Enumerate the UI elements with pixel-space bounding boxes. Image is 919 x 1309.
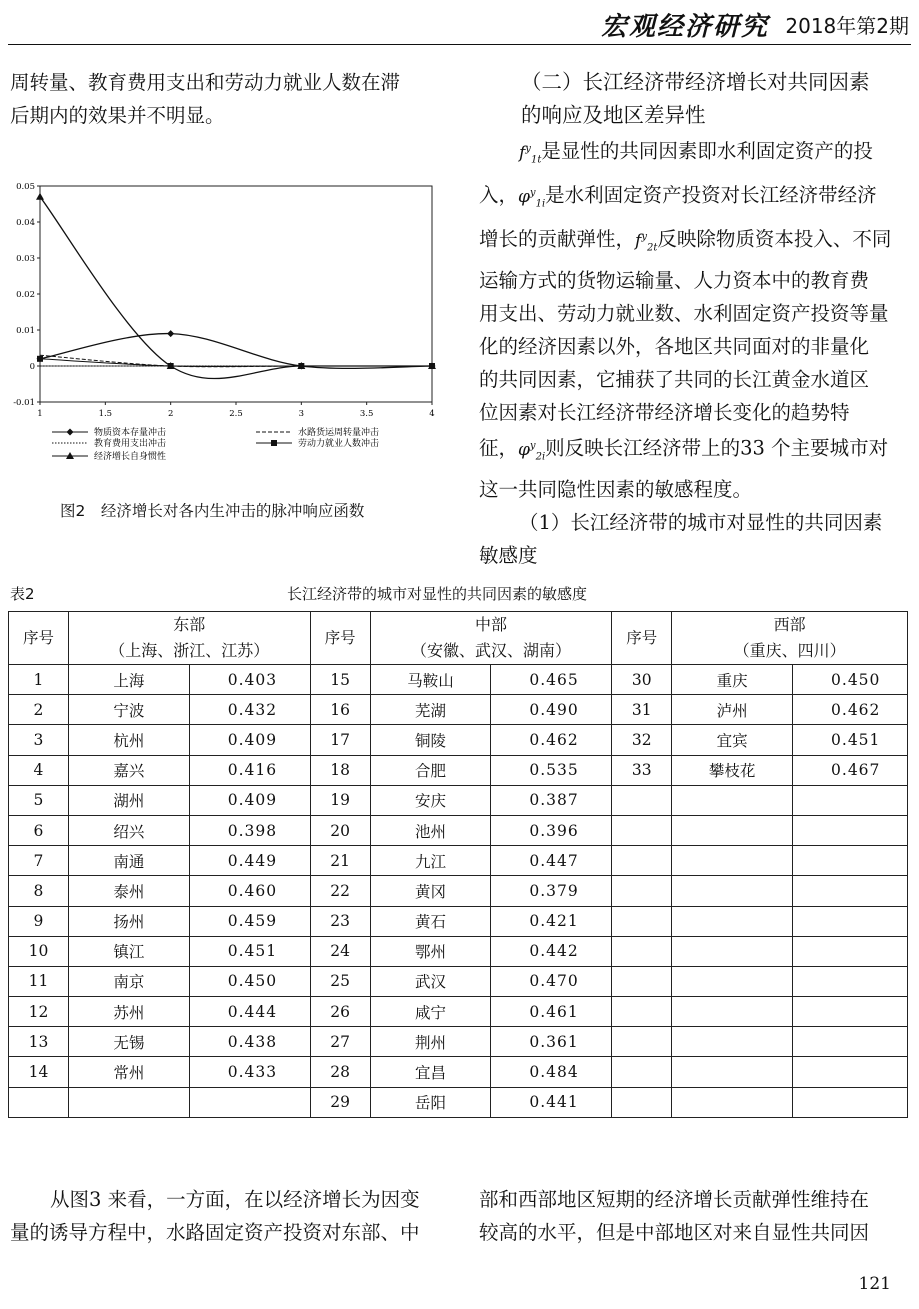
triangle-marker [36,193,44,200]
value-cell [793,966,908,996]
seq-cell: 11 [9,966,69,996]
city-cell: 扬州 [68,906,189,936]
value-cell: 0.398 [189,815,310,845]
header-mid [370,612,612,665]
y-tick-label: -0.01 [13,398,35,408]
city-cell: 宜昌 [370,1057,491,1087]
seq-cell: 33 [612,755,672,785]
math-symbol: $\varphi^y_{1i}$ [518,186,546,210]
math-symbol: $\varphi^y_{2i}$ [518,439,546,463]
seq-cell: 9 [9,906,69,936]
city-cell: 宁波 [68,695,189,725]
city-cell [672,785,793,815]
seq-cell: 15 [310,665,370,695]
text-line: 的共同因素，它捕获了共同的长江黄金水道区 [479,368,870,392]
text-line: 入，$\varphi^y_{1i}$是水利固定资产投资对长江经济带经济 [479,183,877,210]
city-cell: 咸宁 [370,997,491,1027]
subsection-title: （1）长江经济带的城市对显性的共同因素 [519,511,883,535]
value-cell: 0.396 [491,815,612,845]
bottom-right-paragraph [479,1183,909,1249]
value-cell [793,846,908,876]
table-number: 表2 [10,585,35,603]
city-cell [672,815,793,845]
value-cell: 0.467 [793,755,908,785]
seq-cell: 32 [612,725,672,755]
sensitivity-table [8,611,908,1118]
value-cell [793,936,908,966]
value-cell: 0.441 [491,1087,612,1117]
table-row [9,1057,908,1087]
value-cell: 0.387 [491,785,612,815]
seq-cell [612,906,672,936]
value-cell [793,815,908,845]
text-line: 量的诱导方程中，水路固定资产投资对东部、中 [10,1221,420,1244]
city-cell [672,846,793,876]
value-cell: 0.361 [491,1027,612,1057]
value-cell [793,1087,908,1117]
seq-cell: 6 [9,815,69,845]
math-symbol: $f^y_{2t}$ [635,230,658,254]
city-cell [672,876,793,906]
figure-caption: 图2 经济增长对各内生冲击的脉冲响应函数 [60,502,365,520]
seq-cell: 2 [9,695,69,725]
seq-cell [612,815,672,845]
value-cell: 0.490 [491,695,612,725]
value-cell: 0.403 [189,665,310,695]
y-tick-label: 0.02 [16,290,35,300]
header-rule [8,44,911,45]
text-line: 增长的贡献弹性，$f^y_{2t}$反映除物质资本投入、不同 [479,227,892,254]
legend-label: 物质资本存量冲击 [94,428,167,438]
city-cell: 嘉兴 [68,755,189,785]
value-cell: 0.438 [189,1027,310,1057]
x-tick-label: 2.5 [229,409,243,419]
seq-cell: 20 [310,815,370,845]
seq-cell [612,936,672,966]
value-cell: 0.447 [491,846,612,876]
text-line: 这一共同隐性因素的敏感程度。 [479,478,753,502]
table-row [9,936,908,966]
table-row [9,755,908,785]
city-cell: 南通 [68,846,189,876]
seq-cell: 1 [9,665,69,695]
city-cell: 绍兴 [68,815,189,845]
left-intro-paragraph [10,66,442,132]
seq-cell [612,785,672,815]
x-tick-label: 3.5 [359,409,374,419]
legend-label: 劳动力就业人数冲击 [298,439,380,449]
value-cell: 0.451 [189,936,310,966]
seq-cell [612,997,672,1027]
value-cell [793,1027,908,1057]
square-marker [271,440,277,446]
value-cell: 0.450 [189,966,310,996]
legend-label: 教育费用支出冲击 [94,439,167,449]
text-line: 从图3 来看，一方面，在以经济增长为因变 [50,1188,420,1211]
header-seq: 序号 [612,612,672,665]
y-tick-label: 0 [29,362,35,372]
seq-cell: 8 [9,876,69,906]
section-title-line: 的响应及地区差异性 [521,103,706,127]
seq-cell [612,846,672,876]
value-cell: 0.442 [491,936,612,966]
city-cell: 九江 [370,846,491,876]
city-cell [672,1057,793,1087]
seq-cell: 12 [9,997,69,1027]
table-row [9,785,908,815]
value-cell [793,997,908,1027]
seq-cell: 17 [310,725,370,755]
value-cell: 0.433 [189,1057,310,1087]
header-seq: 序号 [310,612,370,665]
x-tick-label: 3 [298,409,305,419]
city-cell: 苏州 [68,997,189,1027]
city-cell [672,1027,793,1057]
legend-label: 经济增长自身惯性 [94,452,167,462]
bottom-left-paragraph [10,1183,440,1249]
value-cell: 0.379 [491,876,612,906]
value-cell: 0.409 [189,725,310,755]
city-cell: 马鞍山 [370,665,491,695]
text-line: 征，$\varphi^y_{2i}$则反映长江经济带上的33 个主要城市对 [479,436,889,463]
header-region: 中部 [474,615,507,634]
seq-cell: 31 [612,695,672,725]
y-tick-label: 0.04 [16,218,35,228]
value-cell: 0.535 [491,755,612,785]
table-row [9,725,908,755]
city-cell: 黄冈 [370,876,491,906]
city-cell: 泰州 [68,876,189,906]
seq-cell: 26 [310,997,370,1027]
seq-cell: 5 [9,785,69,815]
table-row [9,665,908,695]
value-cell: 0.421 [491,906,612,936]
city-cell: 常州 [68,1057,189,1087]
city-cell: 合肥 [370,755,491,785]
value-cell: 0.484 [491,1057,612,1087]
seq-cell: 21 [310,846,370,876]
header-region: 东部 [173,615,206,634]
city-cell: 芜湖 [370,695,491,725]
value-cell: 0.459 [189,906,310,936]
city-cell: 重庆 [672,665,793,695]
value-cell: 0.462 [491,725,612,755]
y-tick-label: 0.05 [16,182,35,192]
city-cell: 黄石 [370,906,491,936]
city-cell: 湖州 [68,785,189,815]
city-cell: 攀枝花 [672,755,793,785]
text-line: 用支出、劳动力就业数、水利固定资产投资等量 [479,302,889,326]
text-line: 较高的水平，但是中部地区对来自显性共同因 [479,1221,870,1244]
city-cell [672,936,793,966]
city-cell [672,906,793,936]
city-cell [672,997,793,1027]
seq-cell [612,966,672,996]
seq-cell: 4 [9,755,69,785]
x-tick-label: 4 [429,409,435,419]
city-cell: 荆州 [370,1027,491,1057]
value-cell [793,785,908,815]
seq-cell [9,1087,69,1117]
text-line: 位因素对长江经济带经济增长变化的趋势特 [479,401,850,425]
seq-cell: 22 [310,876,370,906]
city-cell: 安庆 [370,785,491,815]
value-cell: 0.409 [189,785,310,815]
table-row [9,846,908,876]
diamond-marker [67,429,74,436]
value-cell: 0.432 [189,695,310,725]
series-line [40,355,432,367]
table-row [9,997,908,1027]
y-tick-label: 0.01 [16,326,35,336]
table-row [9,876,908,906]
seq-cell: 10 [9,936,69,966]
city-cell: 池州 [370,815,491,845]
value-cell: 0.449 [189,846,310,876]
series-line [40,334,432,369]
text-line: 部和西部地区短期的经济增长贡献弹性维持在 [479,1188,870,1211]
seq-cell: 3 [9,725,69,755]
city-cell: 无锡 [68,1027,189,1057]
table-title: 长江经济带的城市对显性的共同因素的敏感度 [287,585,588,603]
table-row [9,815,908,845]
series-line [40,197,432,379]
value-cell: 0.444 [189,997,310,1027]
seq-cell: 14 [9,1057,69,1087]
header-seq: 序号 [9,612,69,665]
value-cell [189,1087,310,1117]
square-marker [37,356,43,362]
city-cell: 上海 [68,665,189,695]
text-line: 周转量、教育费用支出和劳动力就业人数在滞 [10,71,401,94]
table-row [9,1087,908,1117]
value-cell [793,1057,908,1087]
diamond-marker [167,330,174,337]
text-line: $f^y_{1t}$是显性的共同因素即水利固定资产的投 [519,139,873,166]
city-cell: 杭州 [68,725,189,755]
value-cell: 0.460 [189,876,310,906]
header-region-sub: （安徽、武汉、湖南） [410,641,571,660]
city-cell: 泸州 [672,695,793,725]
city-cell: 南京 [68,966,189,996]
section-title-line: （二）长江经济带经济增长对共同因素 [521,70,870,94]
x-tick-label: 2 [167,409,174,419]
value-cell: 0.461 [491,997,612,1027]
table-row [9,1027,908,1057]
city-cell: 镇江 [68,936,189,966]
x-tick-label: 1.5 [98,409,113,419]
value-cell: 0.451 [793,725,908,755]
seq-cell: 18 [310,755,370,785]
seq-cell [612,1027,672,1057]
right-column-text [479,66,909,572]
legend-label: 水路货运周转量冲击 [298,428,380,438]
seq-cell: 25 [310,966,370,996]
seq-cell: 27 [310,1027,370,1057]
city-cell: 铜陵 [370,725,491,755]
value-cell: 0.450 [793,665,908,695]
plot-frame [40,186,432,402]
value-cell [793,876,908,906]
header-region-sub: （上海、浙江、江苏） [109,641,270,660]
city-cell: 宜宾 [672,725,793,755]
city-cell [672,1087,793,1117]
x-tick-label: 1 [37,409,43,419]
section-title [479,66,909,132]
table-row [9,695,908,725]
value-cell: 0.416 [189,755,310,785]
city-cell [672,966,793,996]
header-east [68,612,310,665]
seq-cell: 30 [612,665,672,695]
seq-cell [612,1087,672,1117]
y-tick-label: 0.03 [16,254,35,264]
seq-cell: 16 [310,695,370,725]
value-cell [793,906,908,936]
page-number: 121 [858,1274,891,1294]
header-region: 西部 [773,615,806,634]
seq-cell [612,876,672,906]
table-row [9,906,908,936]
text-line: 后期内的效果并不明显。 [10,104,225,127]
seq-cell: 7 [9,846,69,876]
seq-cell: 23 [310,906,370,936]
value-cell: 0.462 [793,695,908,725]
value-cell: 0.470 [491,966,612,996]
seq-cell: 24 [310,936,370,966]
value-cell: 0.465 [491,665,612,695]
text-line: 化的经济因素以外，各地区共同面对的非量化 [479,335,870,359]
seq-cell [612,1057,672,1087]
header-west [672,612,908,665]
seq-cell: 19 [310,785,370,815]
math-symbol: $f^y_{1t}$ [519,142,542,166]
city-cell: 岳阳 [370,1087,491,1117]
seq-cell: 28 [310,1057,370,1087]
text-line: 运输方式的货物运输量、人力资本中的教育费 [479,269,870,293]
impulse-response-chart [6,178,446,478]
table-row [9,966,908,996]
journal-title: 宏观经济研究 [600,12,769,42]
header-region-sub: （重庆、四川） [733,641,846,660]
city-cell: 鄂州 [370,936,491,966]
subsection-title: 敏感度 [479,544,538,568]
seq-cell: 13 [9,1027,69,1057]
seq-cell: 29 [310,1087,370,1117]
city-cell: 武汉 [370,966,491,996]
journal-issue: 2018年第2期 [785,14,909,38]
city-cell [68,1087,189,1117]
